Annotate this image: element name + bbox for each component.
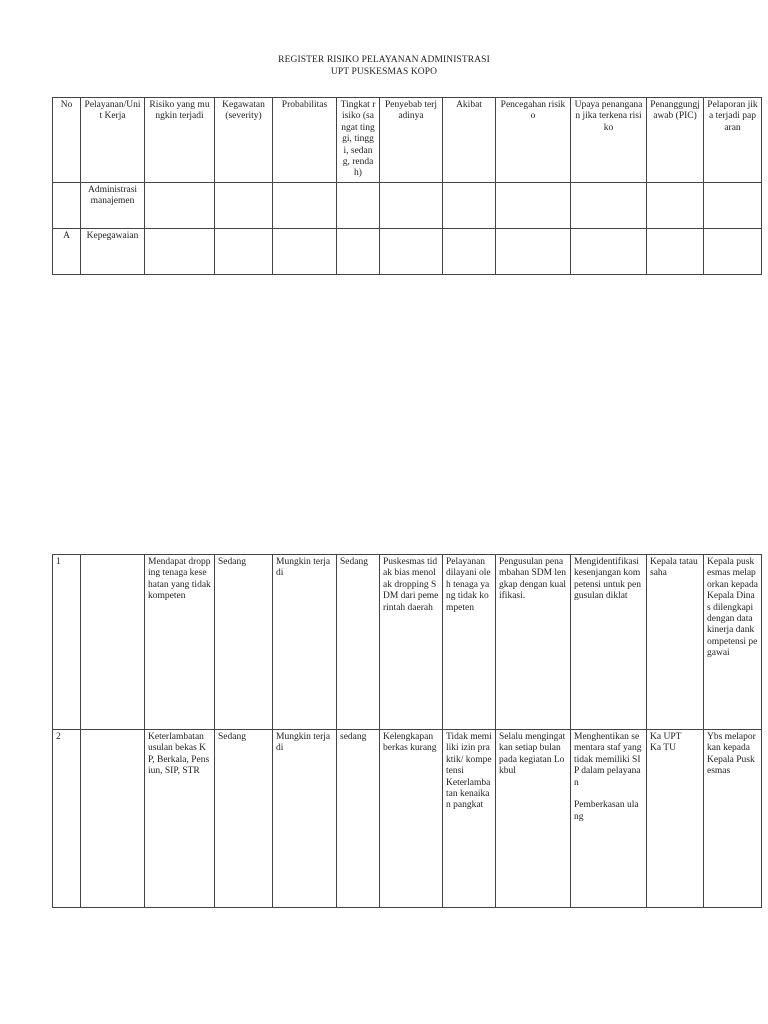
cell-unit [81,730,145,908]
cell-pencegahan: Pengusulan penambahan SDM lengkap dengan kualifikasi. [496,555,571,730]
cell-upaya: Menghentikan sementara staf yang tidak memiliki SIP dalam pelayanan Pemberkasan ulang [571,730,647,908]
table-row [53,730,762,908]
document-title [0,54,768,78]
title-line-1: REGISTER RISIKO PELAYANAN ADMINISTRASI [278,55,490,65]
cell-risiko: Keterlambatan usulan bekas KP, Berkala, Pensiun, SIP, STR [145,730,215,908]
cell-penyebab: Puskesmas tidak bias menolak dropping SDM dari pemerintah daerah [380,555,443,730]
cell-no: 2 [53,730,81,908]
header-pencegahan: Pencegahan risiko [496,98,571,183]
header-akibat: Akibat [443,98,496,183]
cell-no [53,182,81,228]
cell-pic: Kepala tatausaha [647,555,704,730]
cell-pic: Ka UPT Ka TU [647,730,704,908]
cell-kegawatan: Sedang [215,555,273,730]
cell-penyebab: Kelengkapan berkas kurang [380,730,443,908]
header-tingkat: Tingkat risiko (sangat tinggi, tinggi, sedang, rendah) [337,98,380,183]
cell-pelaporan: Ybs melaporkan kepada Kepala Puskesmas [704,730,762,908]
cell-upaya: Mengidentifikasi kesenjangan kompetensi untuk pengusulan diklat [571,555,647,730]
header-pic: Penanggungjawab (PIC) [647,98,704,183]
cell-pelaporan: Kepala puskesmas melaporkan kepada Kepala Dinas dilengkapi dengan data kinerja dankompetensi pegawai [704,555,762,730]
cell-probabilitas: Mungkin terjadi [273,730,337,908]
table-row [53,228,762,274]
cell-no: 1 [53,555,81,730]
header-row [53,98,762,183]
risk-register-header-table [52,97,762,275]
cell-no: A [53,228,81,274]
cell-probabilitas: Mungkin terjadi [273,555,337,730]
header-penyebab: Penyebab terjadinya [380,98,443,183]
risk-register-detail-table [52,554,762,908]
cell-unit [81,555,145,730]
cell-tingkat: Sedang [337,555,380,730]
table-row [53,182,762,228]
header-risiko: Risiko yang mungkin terjadi [145,98,215,183]
cell-unit: Kepegawaian [81,228,145,274]
header-kegawatan: Kegawatan (severity) [215,98,273,183]
cell-pencegahan: Selalu mengingatkan setiap bulan pada kegiatan Lokbul [496,730,571,908]
title-line-2: UPT PUSKESMAS KOPO [330,67,438,77]
cell-tingkat: sedang [337,730,380,908]
cell-kegawatan: Sedang [215,730,273,908]
header-probabilitas: Probabilitas [273,98,337,183]
header-no: No [53,98,81,183]
table-row [53,555,762,730]
cell-akibat: Tidak memiliki izin praktik/ kompetensi Keterlambatan kenaikan pangkat [443,730,496,908]
cell-akibat: Pelayanan dilayani oleh tenaga yang tidak kompeten [443,555,496,730]
cell-unit: Administrasi manajemen [81,182,145,228]
header-unit: Pelayanan/Unit Kerja [81,98,145,183]
cell-risiko: Mendapat dropping tenaga kesehatan yang tidak kompeten [145,555,215,730]
header-pelaporan: Pelaporan jika terjadi paparan [704,98,762,183]
header-upaya: Upaya penanganan jika terkena risiko [571,98,647,183]
